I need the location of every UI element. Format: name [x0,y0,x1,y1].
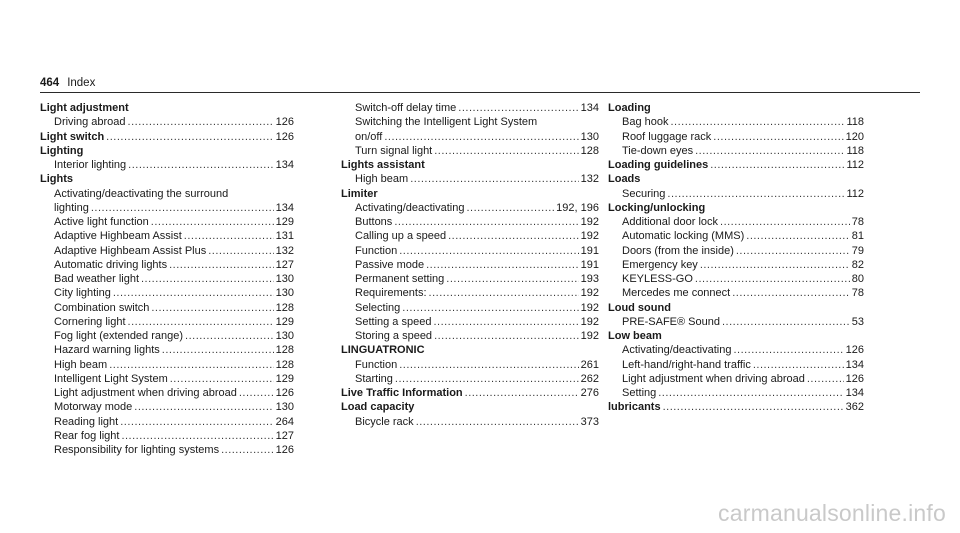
index-subentry [608,144,864,158]
subentry-text: Adaptive Highbeam Assist Plus [54,244,207,257]
index-entry [40,130,294,144]
index-entry [608,172,864,201]
dot-leader [141,272,274,286]
subentry-text: Automatic locking (MMS) [622,230,745,243]
index-subentry [341,258,599,272]
page-ref[interactable]: 129 [275,216,294,228]
heading-text: Light switch [40,130,105,143]
dot-leader [208,244,273,258]
dot-leader [106,130,273,144]
dot-leader [667,187,844,201]
page-ref[interactable]: 134 [275,201,294,214]
page-ref[interactable]: 118 [846,144,864,157]
index-heading [341,158,599,172]
index-column-2 [341,101,599,429]
page-ref[interactable]: 192, 196 [556,201,599,214]
header-rule [40,92,920,93]
index-subentry [40,315,294,329]
page-ref[interactable]: 132 [580,173,599,186]
index-heading [608,172,864,186]
subentry-text: Adaptive Highbeam Assist [54,230,182,243]
subentry-text: Function [355,244,398,257]
index-entry [608,301,864,330]
index-subentry [341,286,599,300]
index-entry [341,158,599,187]
index-subentry [40,429,294,443]
page-ref[interactable]: 120 [845,130,864,143]
dot-leader [663,400,844,414]
index-subentry [40,201,294,215]
heading-text: Lighting [40,144,84,157]
page-ref[interactable]: 53 [851,315,864,328]
subentry-text: Doors (from the inside) [622,244,734,257]
subentry-text: Cornering light [54,315,126,328]
dot-leader [466,201,554,215]
index-subentry [40,258,294,272]
index-subentry [341,215,599,229]
page-ref[interactable]: 129 [275,315,294,328]
index-subentry [608,130,864,144]
index-subentry [341,415,599,429]
dot-leader [753,358,844,372]
index-subentry [608,215,864,229]
index-subentry [341,272,599,286]
page-ref[interactable]: 193 [580,273,599,285]
index-subentry [341,101,599,115]
page-ref[interactable]: 192 [580,216,599,228]
dot-leader [458,101,578,115]
dot-leader [658,386,843,400]
subentry-text: Setting a speed [355,315,432,328]
index-subentry [40,244,294,258]
dot-leader [429,286,579,300]
page-ref[interactable]: 78 [851,216,864,228]
subentry-text: Buttons [355,216,393,228]
page-ref[interactable]: 132 [275,244,294,257]
index-heading [608,201,864,215]
page-ref[interactable]: 192 [580,230,599,243]
dot-leader [426,258,579,272]
dot-leader [695,144,844,158]
index-subentry [608,386,864,400]
index-subentry [608,286,864,300]
page-ref[interactable]: 126 [275,130,294,143]
index-subentry [341,315,599,329]
index-heading [341,386,599,400]
heading-text: LINGUATRONIC [341,344,425,357]
index-subentry [40,229,294,243]
dot-leader [733,343,843,357]
subentry-text: Hazard warning lights [54,344,160,357]
index-subentry [608,244,864,258]
subentry-text: Reading light [54,415,119,428]
page-ref[interactable]: 373 [580,415,599,428]
dot-leader [121,429,273,443]
subentry-text: Activating/deactivating [622,344,732,357]
subentry-text: High beam [355,173,409,186]
page-ref[interactable]: 130 [275,273,294,285]
index-subentry [40,329,294,343]
index-heading [40,172,294,186]
page-ref[interactable]: 130 [275,330,294,342]
index-subentry [341,358,599,372]
subentry-text: Fog light (extended range) [54,330,184,342]
page-ref[interactable]: 128 [275,358,294,371]
index-subentry [341,329,599,343]
dot-leader [169,258,274,272]
index-subentry [341,229,599,243]
index-subentry [608,372,864,386]
index-subentry [608,229,864,243]
index-subentry [40,343,294,357]
dot-leader [394,215,578,229]
dot-leader [151,215,274,229]
dot-leader [399,358,578,372]
page-ref[interactable]: 130 [275,401,294,414]
dot-leader [184,229,274,243]
index-heading [608,329,864,343]
subentry-text: PRE-SAFE® Sound [622,315,720,328]
index-entry [608,158,864,172]
heading-text: Light adjustment [40,102,129,114]
subentry-text: Left-hand/right-hand traffic [622,358,751,371]
subentry-text: Emergency key [622,258,698,271]
index-subentry [40,301,294,315]
index-entry [341,101,599,158]
subentry-text: Passive mode [355,258,425,271]
dot-leader [113,286,274,300]
heading-text: Live Traffic Information [341,387,463,399]
page-ref[interactable]: 128 [275,344,294,357]
index-heading [341,400,599,414]
dot-leader [710,158,844,172]
page-ref[interactable]: 127 [275,429,294,442]
page-ref[interactable]: 134 [845,358,864,371]
index-entry [608,201,864,301]
dot-leader [700,258,850,272]
heading-text: Load capacity [341,401,415,414]
page-ref[interactable]: 192 [580,301,599,314]
subentry-text: City lighting [54,287,111,300]
subentry-text: Selecting [355,301,401,314]
index-entry [40,172,294,457]
heading-text: Limiter [341,187,378,200]
index-subentry [341,244,599,258]
dot-leader [416,415,579,429]
subentry-text: Permanent setting [355,273,445,285]
dot-leader [695,272,850,286]
subentry-text: Bag hook [622,116,669,129]
index-subentry [40,358,294,372]
dot-leader [732,286,850,300]
index-subentry [341,130,599,144]
index-heading [341,343,599,357]
index-heading [608,158,864,172]
subentry-text: Starting [355,372,393,385]
subentry-text: Mercedes me connect [622,287,731,300]
subentry-text: Switching the Intelligent Light System [355,116,538,129]
page-ref[interactable]: 81 [851,230,864,243]
index-subentry [40,400,294,414]
page-ref[interactable]: 276 [580,387,599,399]
index-entry [341,386,599,400]
index-entry [40,144,294,173]
index-heading [341,187,599,201]
subentry-text: Light adjustment when driving abroad [54,387,237,399]
page-ref[interactable]: 264 [275,415,294,428]
page-ref[interactable]: 192 [580,287,599,300]
dot-leader [120,415,273,429]
subentry-text: Requirements: [355,287,427,300]
page-ref[interactable]: 134 [845,387,864,399]
subentry-text: Storing a speed [355,330,433,342]
index-heading [608,101,864,115]
dot-leader [395,372,579,386]
subentry-text: Intelligent Light System [54,372,168,385]
index-entry [341,400,599,429]
index-heading [40,130,294,144]
subentry-text: Rear fog light [54,429,120,442]
dot-leader [128,158,273,172]
subentry-text: Active light function [54,216,149,228]
subentry-text: Turn signal light [355,144,433,157]
subentry-text: Setting [622,387,657,399]
page-ref[interactable]: 126 [275,387,294,399]
index-entry [341,343,599,386]
page-ref[interactable]: 129 [275,372,294,385]
subentry-text: Tie-down eyes [622,144,694,157]
index-subentry [608,343,864,357]
index-subentry [608,258,864,272]
page-ref[interactable]: 126 [845,344,864,357]
dot-leader [221,443,274,457]
subentry-text: on/off [355,130,383,143]
page-ref[interactable]: 128 [580,144,599,157]
dot-leader [185,329,274,343]
dot-leader [434,144,578,158]
subentry-text: Activating/deactivating the surround [54,187,229,200]
index-subentry [341,301,599,315]
dot-leader [410,172,578,186]
page-ref[interactable]: 131 [275,230,294,243]
page-ref[interactable]: 192 [580,315,599,328]
subentry-text: Light adjustment when driving abroad [622,372,805,385]
index-subentry [40,115,294,129]
dot-leader [128,315,274,329]
dot-leader [433,315,578,329]
subentry-text: Function [355,358,398,371]
dot-leader [109,358,273,372]
page-ref[interactable]: 191 [580,244,599,257]
heading-text: Lights assistant [341,159,425,171]
subentry-text: Calling up a speed [355,230,447,243]
watermark: carmanualsonline.info [718,500,946,526]
subentry-text: Bicycle rack [355,415,414,428]
dot-leader [736,244,850,258]
page-ref[interactable]: 191 [580,258,599,271]
page-ref[interactable]: 130 [580,130,599,143]
subentry-text: KEYLESS-GO [622,273,693,285]
page-ref[interactable]: 126 [275,444,294,456]
heading-text: Loud sound [608,301,671,314]
page-ref[interactable]: 134 [580,102,599,114]
index-subentry [608,115,864,129]
dot-leader [162,343,274,357]
index-subentry [341,172,599,186]
index-subentry [40,272,294,286]
page-ref[interactable]: 261 [580,358,599,371]
dot-leader [670,115,844,129]
dot-leader [170,372,274,386]
dot-leader [722,315,850,329]
dot-leader [151,301,273,315]
index-subentry [608,272,864,286]
page-ref[interactable]: 126 [275,116,294,129]
subentry-text: Responsibility for lighting systems [54,444,220,456]
page-ref[interactable]: 112 [846,187,864,200]
index-entry [341,187,599,344]
index-column-3 [608,101,864,415]
subentry-text: Switch-off delay time [355,102,457,114]
dot-leader [91,201,274,215]
heading-text: Low beam [608,330,662,342]
subentry-text: Bad weather light [54,273,139,285]
index-subentry [608,315,864,329]
page-header [40,76,95,90]
dot-leader [446,272,578,286]
index-column-1 [40,101,294,457]
heading-text: Loading [608,102,651,114]
subentry-text: Securing [622,187,666,200]
dot-leader [239,386,274,400]
index-entry [40,101,294,130]
heading-text: Loading guidelines [608,159,709,171]
dot-leader [128,115,274,129]
dot-leader [807,372,844,386]
heading-text: lubricants [608,401,661,414]
page-ref[interactable]: 128 [275,301,294,314]
dot-leader [399,244,578,258]
page-ref[interactable]: 118 [846,116,864,129]
subentry-text: Motorway mode [54,401,133,414]
page-ref[interactable]: 112 [846,159,864,171]
index-heading [40,101,294,115]
dot-leader [384,130,578,144]
subentry-text: High beam [54,358,108,371]
page-ref[interactable]: 126 [845,372,864,385]
index-heading [608,301,864,315]
index-subentry [40,286,294,300]
dot-leader [402,301,578,315]
page-ref[interactable]: 134 [275,159,294,171]
subentry-text: Interior lighting [54,159,127,171]
section-title: Index [67,77,96,89]
index-heading [608,400,864,414]
index-subentry [341,115,599,129]
dot-leader [434,329,579,343]
heading-text: Lights [40,173,73,186]
index-subentry [40,187,294,201]
dot-leader [134,400,273,414]
subentry-text: Roof luggage rack [622,130,712,143]
page-ref[interactable]: 262 [580,372,599,385]
index-subentry [341,144,599,158]
index-subentry [608,187,864,201]
index-heading [40,144,294,158]
index-subentry [40,215,294,229]
page-number: 464 [40,77,60,89]
page-ref[interactable]: 362 [845,401,864,414]
index-subentry [40,415,294,429]
index-subentry [40,372,294,386]
index-subentry [608,358,864,372]
subentry-text: Combination switch [54,301,150,314]
heading-text: Loads [608,173,641,186]
page-ref[interactable]: 127 [275,258,294,271]
index-subentry [40,158,294,172]
heading-text: Locking/unlocking [608,201,706,214]
subentry-text: lighting [54,201,89,214]
index-entry [608,400,864,414]
page-ref[interactable]: 79 [851,244,864,257]
dot-leader [448,229,579,243]
page-ref[interactable]: 78 [851,287,864,300]
index-subentry [341,372,599,386]
index-entry [608,329,864,400]
subentry-text: Automatic driving lights [54,258,168,271]
subentry-text: Activating/deactivating [355,201,465,214]
dot-leader [746,229,849,243]
dot-leader [720,215,850,229]
index-entry [608,101,864,158]
page-ref[interactable]: 130 [275,287,294,300]
dot-leader [713,130,843,144]
page-ref[interactable]: 80 [851,273,864,285]
dot-leader [465,386,579,400]
subentry-text: Driving abroad [54,116,126,129]
subentry-text: Additional door lock [622,216,719,228]
page-ref[interactable]: 192 [580,330,599,342]
page-ref[interactable]: 82 [851,258,864,271]
index-subentry [341,201,599,215]
index-subentry [40,443,294,457]
index-subentry [40,386,294,400]
